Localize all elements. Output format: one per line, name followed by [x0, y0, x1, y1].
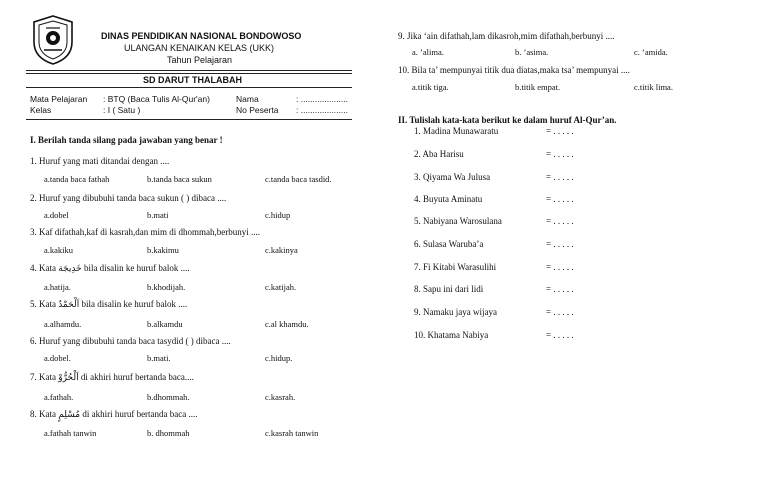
mapel-value: : BTQ (Baca Tulis Al-Qur'an) — [103, 94, 210, 104]
question-6: 6. Huruf yang dibubuhi tanda baca tasydid ( ) dibaca .... — [30, 336, 231, 346]
answer-blank[interactable]: = . . . . . — [546, 284, 574, 294]
divider — [26, 73, 352, 74]
kelas-value: : I ( Satu ) — [103, 105, 141, 115]
header-line1: DINAS PENDIDIKAN NASIONAL BONDOWOSO — [101, 31, 302, 41]
option-c[interactable]: c. ’amida. — [634, 47, 668, 57]
list-item: 3. Qiyama Wa Julusa — [414, 172, 491, 182]
question-7-pre: 7. Kata — [30, 372, 56, 382]
question-8-pre: 8. Kata — [30, 409, 56, 419]
option-c[interactable]: c.hidup — [265, 210, 291, 220]
option-c[interactable]: c.katijah. — [265, 282, 297, 292]
option-b[interactable]: b.khodijah. — [147, 282, 186, 292]
nopes-label: No Peserta — [236, 105, 279, 115]
option-b[interactable]: b. dhommah — [147, 428, 190, 438]
option-c[interactable]: c.titik lima. — [634, 82, 673, 92]
question-8 — [30, 409, 198, 420]
option-a[interactable]: a.dobel — [44, 210, 69, 220]
question-7-post: di akhiri huruf bertanda baca.... — [80, 372, 194, 382]
question-5-pre: 5. Kata — [30, 299, 56, 309]
nopes-field[interactable]: : .................... — [296, 105, 348, 115]
answer-blank[interactable]: = . . . . . — [546, 262, 574, 272]
option-a[interactable]: a. ’alima. — [412, 47, 444, 57]
arabic-word: اَلْحُرُّوْ — [58, 373, 79, 383]
nama-field[interactable]: : .................... — [296, 94, 348, 104]
option-b[interactable]: b.mati — [147, 210, 169, 220]
question-8-post: di akhiri huruf bertanda baca .... — [82, 409, 198, 419]
question-4-pre: 4. Kata — [30, 263, 56, 273]
question-4 — [30, 263, 190, 274]
answer-blank[interactable]: = . . . . . — [546, 239, 574, 249]
mapel-label: Mata Pelajaran — [30, 94, 88, 104]
header-line2: ULANGAN KENAIKAN KELAS (UKK) — [124, 43, 275, 53]
option-c[interactable]: c.kakinya — [265, 245, 298, 255]
option-c[interactable]: c.al khamdu. — [265, 319, 309, 329]
list-item: 6. Sulasa Waruba’a — [414, 239, 484, 249]
section1-title: I. Berilah tanda silang pada jawaban yang benar ! — [30, 135, 223, 145]
option-a[interactable]: a.kakiku — [44, 245, 74, 255]
option-c[interactable]: c.kasrah. — [265, 392, 296, 402]
arabic-word: خَدِيجَة — [58, 264, 82, 274]
answer-blank[interactable]: = . . . . . — [546, 216, 574, 226]
arabic-word: اَلْحَمْدُ — [58, 300, 80, 310]
option-c[interactable]: c.hidup. — [265, 353, 293, 363]
divider — [26, 70, 352, 71]
answer-blank[interactable]: = . . . . . — [546, 194, 574, 204]
list-item: 2. Aba Harisu — [414, 149, 464, 159]
question-5-post: bila disalin ke huruf balok .... — [81, 299, 188, 309]
option-b[interactable]: b.kakimu — [147, 245, 179, 255]
header-line3: Tahun Pelajaran — [167, 55, 233, 65]
question-10: 10. Bila ta’ mempunyai titik dua diatas,maka tsa’ mempunyai .... — [398, 65, 630, 75]
option-a[interactable]: a.titik tiga. — [412, 82, 449, 92]
question-7 — [30, 372, 194, 383]
divider — [26, 119, 352, 120]
question-9: 9. Jika ‘ain difathah,lam dikasroh,mim difathah,berbunyi .... — [398, 31, 615, 41]
option-c[interactable]: c.kasrah tanwin — [265, 428, 319, 438]
list-item: 9. Namaku jaya wijaya — [414, 307, 497, 317]
kelas-label: Kelas — [30, 105, 52, 115]
option-a[interactable]: a.fathah. — [44, 392, 74, 402]
list-item: 10. Khatama Nabiya — [414, 330, 489, 340]
option-a[interactable]: a.tanda baca fathah — [44, 174, 110, 184]
option-a[interactable]: a.fathah tanwin — [44, 428, 97, 438]
question-3: 3. Kaf difathah,kaf di kasrah,dan mim di dhommah,berbunyi .... — [30, 227, 260, 237]
list-item: 1. Madina Munawaratu — [414, 126, 499, 136]
answer-blank[interactable]: = . . . . . — [546, 149, 574, 159]
question-4-post: bila disalin ke huruf balok .... — [83, 263, 190, 273]
option-a[interactable]: a.dobel. — [44, 353, 71, 363]
option-b[interactable]: b.dhommah. — [147, 392, 190, 402]
school-name: SD DARUT THALABAH — [143, 75, 242, 85]
question-5 — [30, 299, 187, 310]
option-b[interactable]: b.mati. — [147, 353, 171, 363]
question-1: 1. Huruf yang mati ditandai dengan .... — [30, 156, 170, 166]
list-item: 7. Fi Kitabi Warasulihi — [414, 262, 497, 272]
answer-blank[interactable]: = . . . . . — [546, 330, 574, 340]
list-item: 4. Buyuta Aminatu — [414, 194, 483, 204]
answer-blank[interactable]: = . . . . . — [546, 307, 574, 317]
list-item: 8. Sapu ini dari lidi — [414, 284, 484, 294]
option-c[interactable]: c.tanda baca tasdid. — [265, 174, 332, 184]
nama-label: Nama — [236, 94, 259, 104]
section2-title: II. Tulislah kata-kata berikut ke dalam huruf Al-Qur’an. — [398, 115, 617, 125]
list-item: 5. Nabiyana Warosulana — [414, 216, 502, 226]
divider — [26, 87, 352, 88]
arabic-word: مُسْلِمٍ — [58, 410, 81, 420]
school-logo — [30, 14, 76, 66]
option-a[interactable]: a.hatija. — [44, 282, 71, 292]
option-b[interactable]: b.alkamdu — [147, 319, 183, 329]
option-a[interactable]: a.alhamdu. — [44, 319, 82, 329]
option-b[interactable]: b.titik empat. — [515, 82, 561, 92]
answer-blank[interactable]: = . . . . . — [546, 172, 574, 182]
answer-blank[interactable]: = . . . . . — [546, 126, 574, 136]
question-2: 2. Huruf yang dibubuhi tanda baca sukun ( ) dibaca .... — [30, 193, 227, 203]
option-b[interactable]: b.tanda baca sukun — [147, 174, 212, 184]
option-b[interactable]: b. ’asima. — [515, 47, 549, 57]
